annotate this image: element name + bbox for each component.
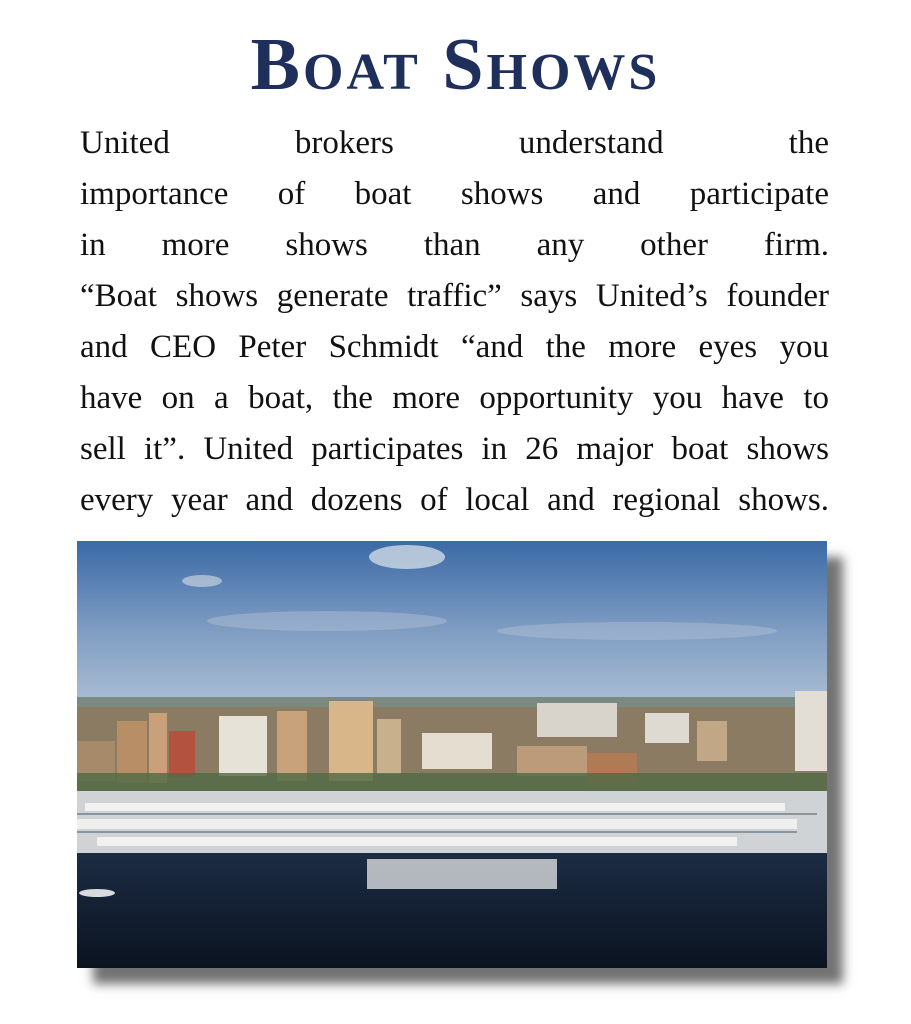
paragraph-line: in more shows than any other firm. bbox=[80, 227, 829, 263]
page-title: Boat Shows bbox=[250, 24, 661, 106]
cloud bbox=[497, 622, 777, 640]
boat-show-marina-photo bbox=[77, 541, 827, 968]
marina-photo-illustration bbox=[77, 541, 827, 968]
pier-boats bbox=[367, 859, 557, 889]
boat-rows bbox=[77, 803, 797, 846]
cloud bbox=[182, 575, 222, 587]
cloud bbox=[369, 545, 445, 569]
horizon bbox=[77, 697, 827, 707]
paragraph-line: every year and dozens of local and regional shows. bbox=[80, 482, 829, 518]
paragraph-line: and CEO Peter Schmidt “and the more eyes you bbox=[80, 329, 829, 365]
paragraph-line: have on a boat, the more opportunity you have to bbox=[80, 380, 829, 416]
paragraph-line: “Boat shows generate traffic” says United’s founder bbox=[80, 278, 829, 314]
body-paragraph bbox=[80, 118, 829, 526]
paragraph-line: United brokers understand the bbox=[80, 125, 829, 161]
paragraph-line: sell it”. United participates in 26 major boat shows bbox=[80, 431, 829, 467]
sky bbox=[77, 541, 827, 701]
small-boat bbox=[79, 889, 115, 897]
cloud bbox=[207, 611, 447, 631]
paragraph-line: importance of boat shows and participate bbox=[80, 176, 829, 212]
